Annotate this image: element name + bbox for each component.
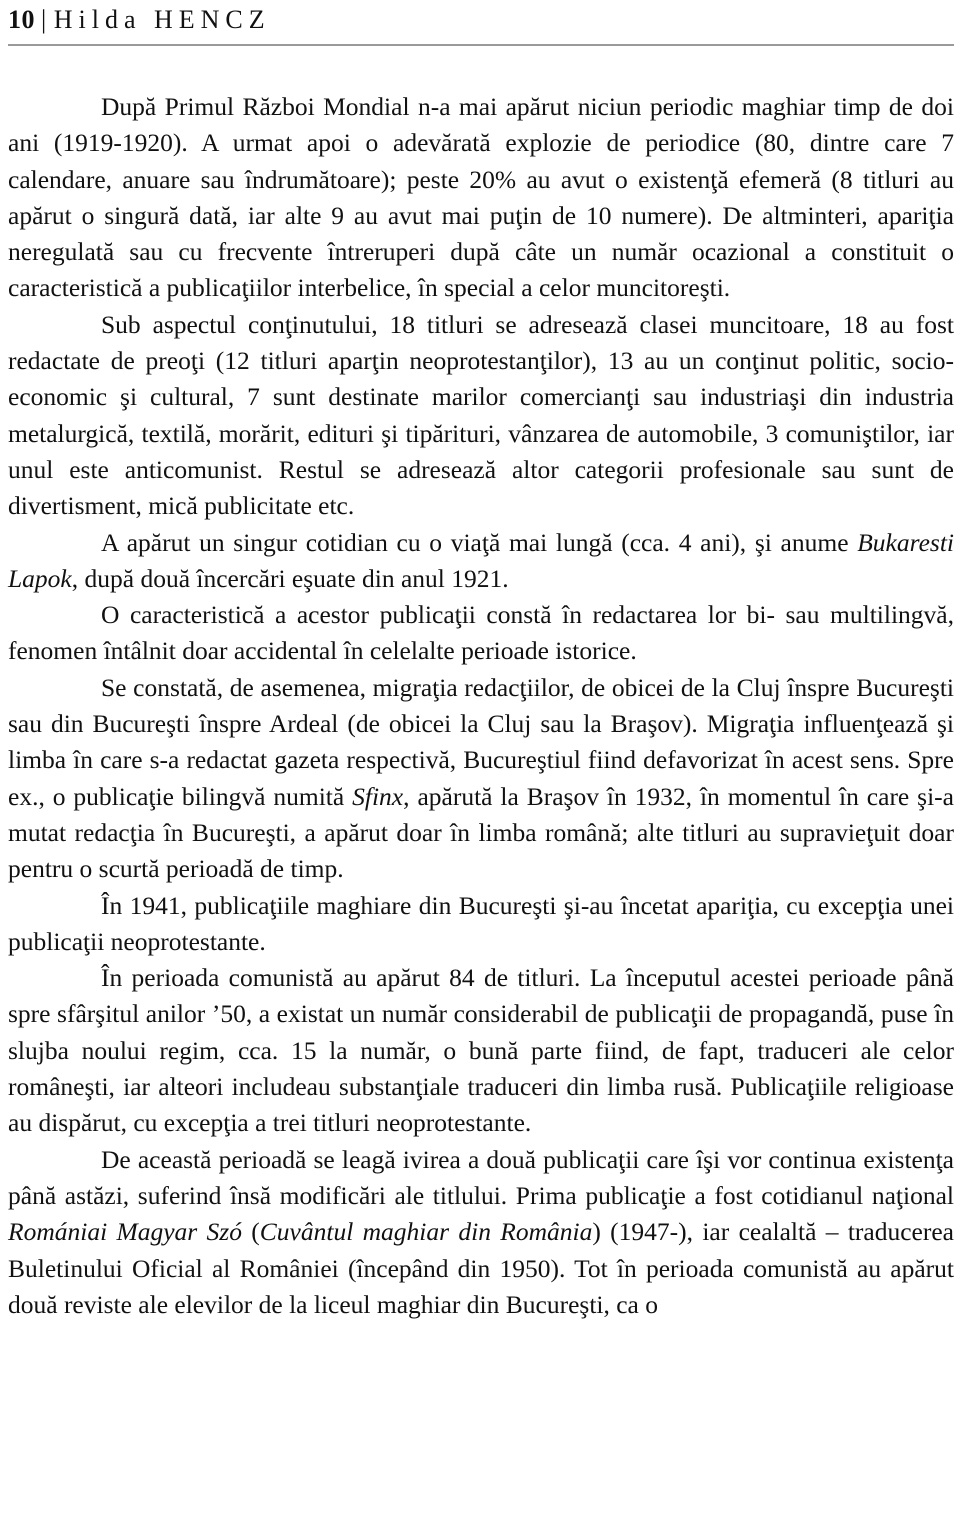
paragraph-8-text-b: ( <box>241 1217 260 1247</box>
publication-title-cuvantul-maghiar: Cuvântul maghiar din România <box>259 1217 593 1247</box>
page-number: 10 <box>8 5 35 34</box>
paragraph-8-text-c: ) (1947-), iar cealaltă – traducerea Buletinului Oficial al României (începând din 1950). Tot în perioada comunistă au apărut două reviste ale elevilor de la liceul maghiar din Bucureşti, ca o <box>8 1217 954 1319</box>
paragraph-1: După Primul Război Mondial n-a mai apărut niciun periodic maghiar timp de doi ani (1919-1920). A urmat apoi o adevărată explozie de periodice (80, dintre care 7 calendare, anuare sau îndrumătoare); peste 20% au avut o existenţă efemeră (8 titluri au apărut o singură dată, iar alte 9 au avut mai puţin de 10 numere). De altminteri, apariţia neregulată sau cu frecvente întreruperi după câte un număr ocazional a constituit o caracteristică a publicaţiilor interbelice, în special a celor muncitoreşti. <box>8 92 954 303</box>
publication-title-sfinx: Sfinx <box>352 781 404 811</box>
paragraph-3 <box>8 525 954 598</box>
header-author: Hilda HENCZ <box>53 5 271 34</box>
paragraph-2: Sub aspectul conţinutului, 18 titluri se adresează clasei muncitoare, 18 au fost redactate de preoţi (12 titluri aparţin neoprotestanţilor), 13 au un conţinut politic, socio-economic şi cultural, 7 sunt destinate marilor comercianţi sau industriaşi din industria metalurgică, textilă, morărit, edituri şi tipărituri, vânzarea de automobile, 3 comuniştilor, iar unul este anticomunist. Restul se adresează altor categorii profesionale sau sunt de divertisment, mică publicitate etc. <box>8 309 954 521</box>
publication-title-romaniai-magyar-szo: Romániai Magyar Szó <box>8 1217 242 1247</box>
paragraph-3-text-a: A apărut un singur cotidian cu o viaţă mai lungă (cca. 4 ani), şi anume <box>101 527 858 557</box>
publication-title-bukaresti-lapok: Bukaresti Lapok <box>8 527 954 593</box>
page-header <box>8 0 954 40</box>
header-separator: | <box>41 5 47 34</box>
paragraph-5-text-b: , apărută la Braşov în 1932, în momentul în care şi-a mutat redacţia în Bucureşti, a apărut doar în limba română; alte titluri au supravieţuit doar pentru o scurtă perioadă de timp. <box>8 781 954 884</box>
paragraph-5 <box>8 670 954 888</box>
paragraph-3-text-b: , după două încercări eşuate din anul 1921. <box>71 563 509 593</box>
document-body <box>8 46 954 1323</box>
paragraph-6: În 1941, publicaţiile maghiare din Bucureşti şi-au încetat apariţia, cu excepţia unei publicaţii neoprotestante. <box>8 890 954 956</box>
paragraph-4: O caracteristică a acestor publicaţii constă în redactarea lor bi- sau multilingvă, fenomen întâlnit doar accidental în celelalte perioade istorice. <box>8 600 954 666</box>
paragraph-8-text-a: De această perioadă se leagă ivirea a două publicaţii care îşi vor continua existenţa până astăzi, suferind însă modificări ale titlului. Prima publicaţie a fost cotidianul naţional <box>8 1144 954 1210</box>
paragraph-5-text-a: Se constată, de asemenea, migraţia redacţiilor, de obicei de la Cluj înspre Bucureşti sau din Bucureşti înspre Ardeal (de obicei la Cluj sau la Braşov). Migraţia influenţează şi limba în care s-a redactat gazeta respectivă, Bucureştiul fiind defavorizat în acest sens. Spre ex., o publicaţie bilingvă numită <box>8 672 954 811</box>
paragraph-7: În perioada comunistă au apărut 84 de titluri. La începutul acestei perioade până spre sfârşitul anilor ’50, a existat un număr considerabil de publicaţii de propagandă, puse în slujba noului regim, cca. 15 la număr, o bună parte fiind, de fapt, traduceri ale celor româneşti, iar alteori includeau substanţiale traduceri din limba rusă. Publicaţiile religioase au dispărut, cu excepţia a trei titluri neoprotestante. <box>8 963 954 1138</box>
paragraph-8 <box>8 1142 954 1323</box>
